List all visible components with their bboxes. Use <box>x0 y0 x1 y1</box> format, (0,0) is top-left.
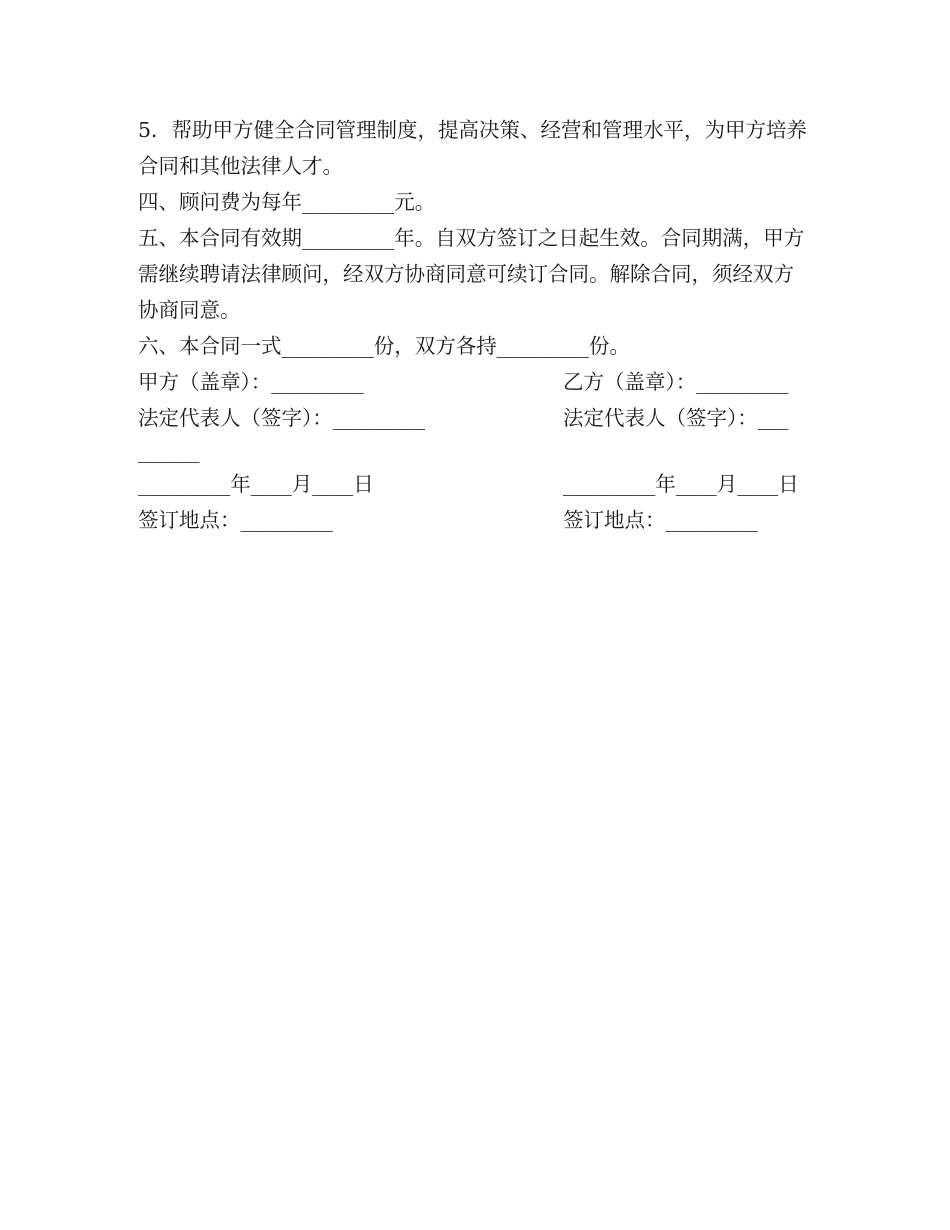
party-a-seal-line: 甲方（盖章）：_________ <box>138 370 364 394</box>
party-b-date-line: _________年____月____日 <box>563 472 799 496</box>
seal-row <box>138 364 814 400</box>
clause-5-paragraph: 5．帮助甲方健全合同管理制度，提高决策、经营和管理水平，为甲方培养合同和其他法律人才。 <box>138 118 808 178</box>
contract-page <box>138 112 814 538</box>
party-a-representative-line: 法定代表人（签字）：_________ <box>138 406 425 430</box>
party-a-place-line: 签订地点：_________ <box>138 508 333 532</box>
representative-row <box>138 400 814 436</box>
date-row <box>138 466 814 502</box>
party-b-representative-line: 法定代表人（签字）：___ <box>563 406 789 430</box>
party-a-date-line: _________年____月____日 <box>138 472 374 496</box>
party-b-seal-line: 乙方（盖章）：_________ <box>563 370 789 394</box>
place-row <box>138 502 814 538</box>
clause-4-fee-paragraph: 四、顾问费为每年_________元。 <box>138 190 436 214</box>
clause-6-copies-paragraph: 六、本合同一式_________份，双方各持_________份。 <box>138 334 630 358</box>
party-b-place-line: 签订地点：_________ <box>563 508 758 532</box>
representative-line-continuation: ______ <box>138 439 200 463</box>
clause-5-term-paragraph: 五、本合同有效期_________年。自双方签订之日起生效。合同期满，甲方需继续聘请法律顾问，经双方协商同意可续订合同。解除合同，须经双方协商同意。 <box>138 226 805 322</box>
